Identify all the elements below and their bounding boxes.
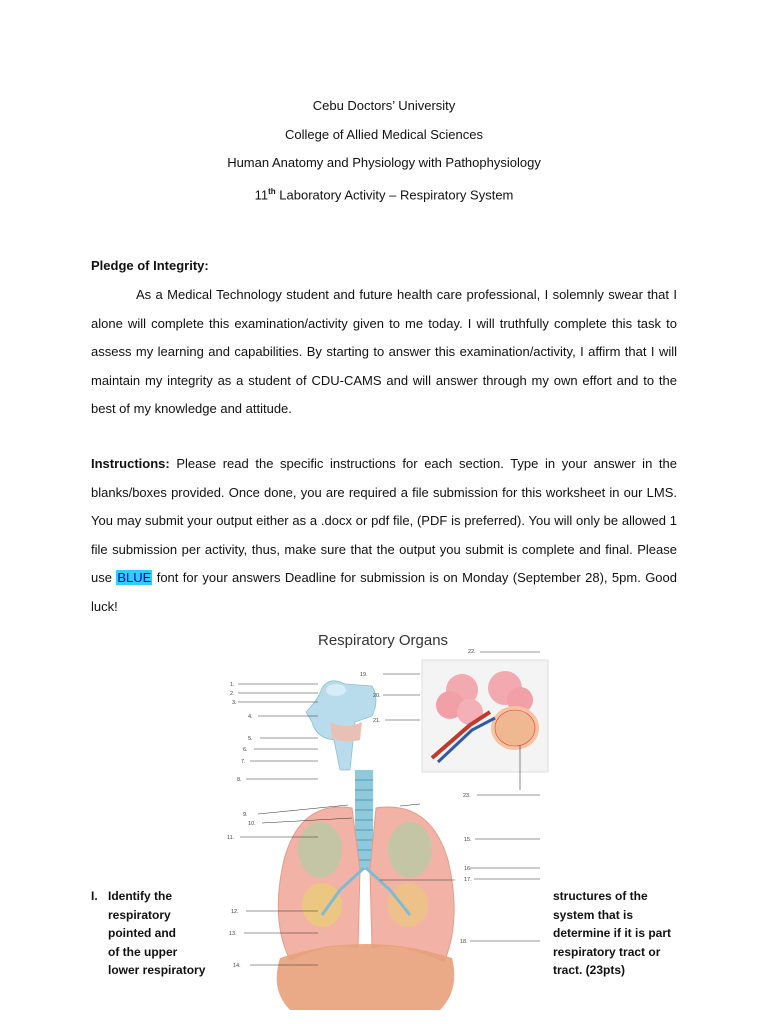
question-right-column xyxy=(553,887,671,980)
question-right-line: tract. (23pts) xyxy=(553,963,626,977)
figure-label: 18. xyxy=(460,939,468,945)
instructions-label: Instructions: xyxy=(91,456,170,471)
blue-highlight: BLUE xyxy=(117,570,152,586)
head-airway-illustration xyxy=(306,681,376,770)
question-number: I. xyxy=(91,889,98,903)
figure-label: 5. xyxy=(248,736,253,742)
activity-ordinal: th xyxy=(268,186,276,196)
figure-label: 6. xyxy=(243,747,248,753)
question-left-line: pointed and xyxy=(108,926,176,940)
figure-label: 2. xyxy=(230,691,235,697)
figure-label: 7. xyxy=(241,759,246,765)
instructions-text-after: font for your answers Deadline for submission is on Monday (September 28), 5pm. Good luck! xyxy=(91,570,677,614)
question-left-line: respiratory xyxy=(108,907,171,922)
figure-label: 12. xyxy=(231,909,239,915)
university-name: Cebu Doctors’ University xyxy=(312,98,456,113)
question-right-line: respiratory tract or xyxy=(553,944,661,959)
activity-name: Laboratory Activity – Respiratory System xyxy=(275,186,514,202)
figure-label: 15. xyxy=(464,837,472,843)
figure-label: 8. xyxy=(237,777,242,783)
figure-label: 16. xyxy=(464,866,472,872)
figure-label: 17. xyxy=(464,877,472,883)
activity-title xyxy=(0,178,768,210)
question-right-line: structures of the xyxy=(553,889,648,903)
figure-label: 13. xyxy=(229,931,237,937)
question-left-line: lower respiratory xyxy=(108,963,206,977)
diaphragm-illustration xyxy=(277,944,455,1010)
figure-label: 20. xyxy=(373,693,381,699)
figure-label: 14. xyxy=(233,963,241,969)
instructions-paragraph xyxy=(91,450,677,622)
respiratory-organs-diagram xyxy=(220,628,560,1024)
question-right-line: system that is xyxy=(553,907,634,922)
figure-label: 23. xyxy=(463,793,471,799)
question-right-line: determine if it is part xyxy=(553,926,672,940)
question-left-line: of the upper xyxy=(108,944,178,959)
course-name: Human Anatomy and Physiology with Pathophysiology xyxy=(227,155,541,170)
instructions-text-before: Please read the specific instructions for each section. Type in your answer in the blanks/boxes provided. Once done, you are required a file submission for this worksheet in our LMS. You may submit your output either as a .docx or pdf file, (PDF is preferred). You will only be allowed 1 file submission per activity, thus, make sure that the output you submit is complete and final. Please use xyxy=(91,456,677,586)
figure-label: 10. xyxy=(248,821,256,827)
question-left-line: Identify the xyxy=(108,889,173,903)
pledge-text: As a Medical Technology student and future health care professional, I solemnly swear that I alone will complete this examination/activity given to me today. I will truthfully complete this task to assess my learning and capabilities. By starting to answer this examination/activity, I affirm that I will maintain my integrity as a student of CDU-CAMS and will answer through my own effort and to the best of my knowledge and attitude. xyxy=(91,287,677,417)
pledge-heading: Pledge of Integrity: xyxy=(91,258,209,273)
figure-label: 3. xyxy=(232,700,237,706)
figure-label: 22. xyxy=(468,649,476,655)
figure-label: 9. xyxy=(243,812,248,818)
figure-label: 19. xyxy=(360,672,368,678)
figure-title: Respiratory Organs xyxy=(318,632,449,649)
activity-number: 11 xyxy=(254,186,269,202)
college-name: College of Allied Medical Sciences xyxy=(285,126,483,142)
document-header xyxy=(0,92,768,209)
figure-label: 21. xyxy=(373,718,381,724)
figure-label: 11. xyxy=(227,835,235,841)
figure-label: 4. xyxy=(248,714,253,720)
figure-label: 1. xyxy=(230,682,235,688)
